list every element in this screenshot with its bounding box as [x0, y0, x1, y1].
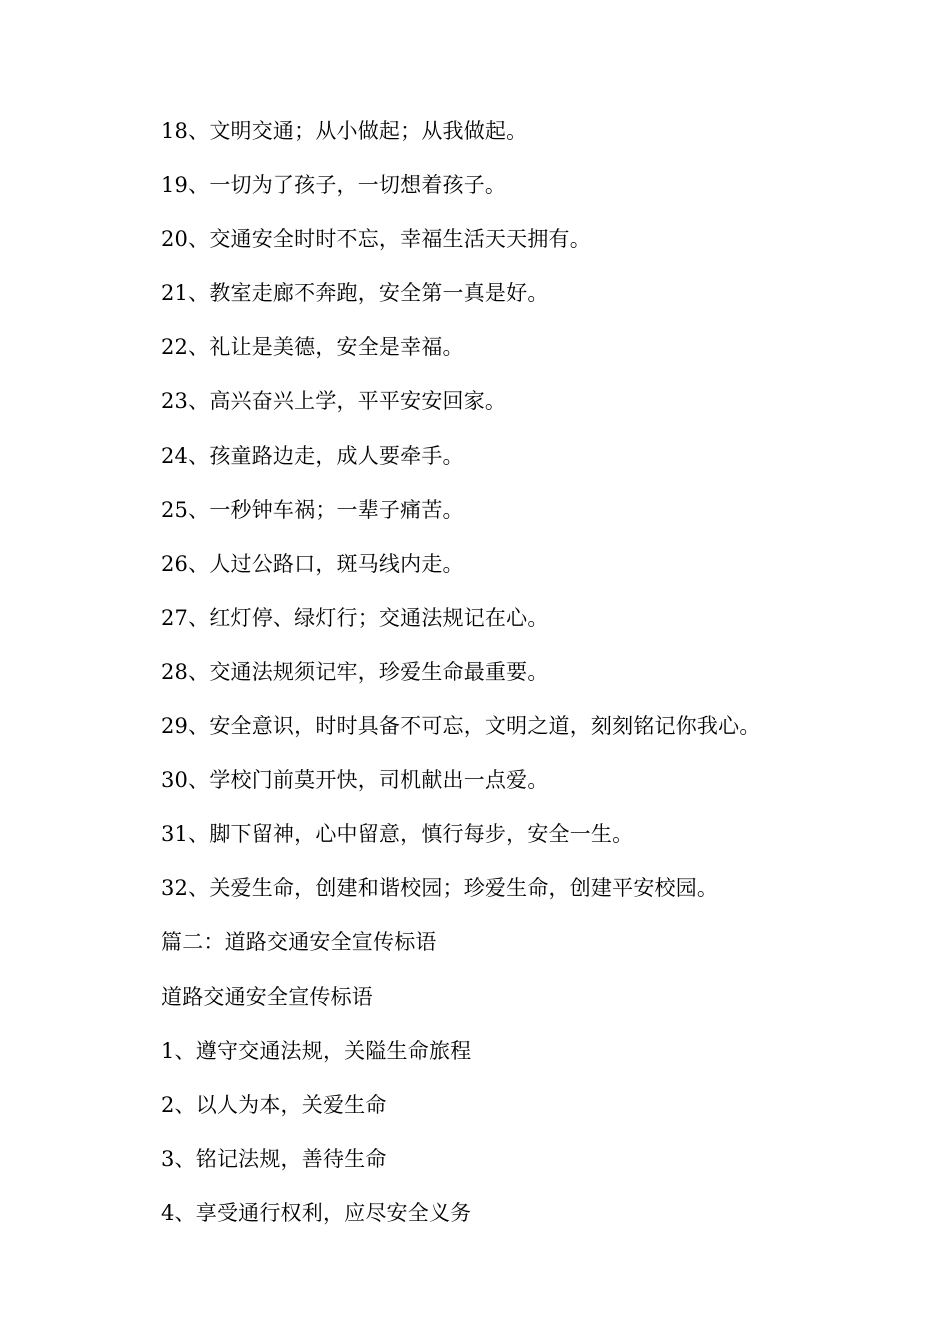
section-heading: 篇二：道路交通安全宣传标语	[161, 930, 437, 955]
slogan-line-31: 31、脚下留神，心中留意，慎行每步，安全一生。	[161, 822, 634, 847]
slogan-line-2: 2、以人为本，关爱生命	[161, 1092, 387, 1117]
slogan-line-30: 30、学校门前莫开快，司机献出一点爱。	[161, 768, 549, 793]
slogan-line-1: 1、遵守交通法规，关隘生命旅程	[161, 1038, 472, 1063]
section-title: 道路交通安全宣传标语	[161, 984, 373, 1009]
slogan-line-22: 22、礼让是美德，安全是幸福。	[161, 335, 464, 360]
slogan-line-29: 29、安全意识，时时具备不可忘，文明之道，刻刻铭记你我心。	[161, 714, 761, 739]
slogan-line-18: 18、文明交通；从小做起；从我做起。	[161, 119, 528, 143]
slogan-line-20: 20、交通安全时时不忘，幸福生活天天拥有。	[161, 227, 591, 252]
slogan-line-26: 26、人过公路口，斑马线内走。	[161, 551, 464, 576]
slogan-line-28: 28、交通法规须记牢，珍爱生命最重要。	[161, 659, 549, 684]
slogan-line-21: 21、教室走廊不奔跑，安全第一真是好。	[161, 281, 549, 306]
slogan-line-27: 27、红灯停、绿灯行；交通法规记在心。	[161, 605, 549, 630]
slogan-line-32: 32、关爱生命，创建和谐校园；珍爱生命，创建平安校园。	[161, 876, 719, 901]
slogan-line-25: 25、一秒钟车祸；一辈子痛苦。	[161, 497, 464, 522]
slogan-line-24: 24、孩童路边走，成人要牵手。	[161, 443, 464, 468]
slogan-line-19: 19、一切为了孩子，一切想着孩子。	[161, 173, 507, 198]
text-column	[161, 112, 921, 1248]
slogan-line-3: 3、铭记法规，善待生命	[161, 1146, 387, 1171]
slogan-line-23: 23、高兴奋兴上学，平平安安回家。	[161, 389, 507, 414]
slogan-line-4: 4、享受通行权利，应尽安全义务	[161, 1200, 472, 1225]
